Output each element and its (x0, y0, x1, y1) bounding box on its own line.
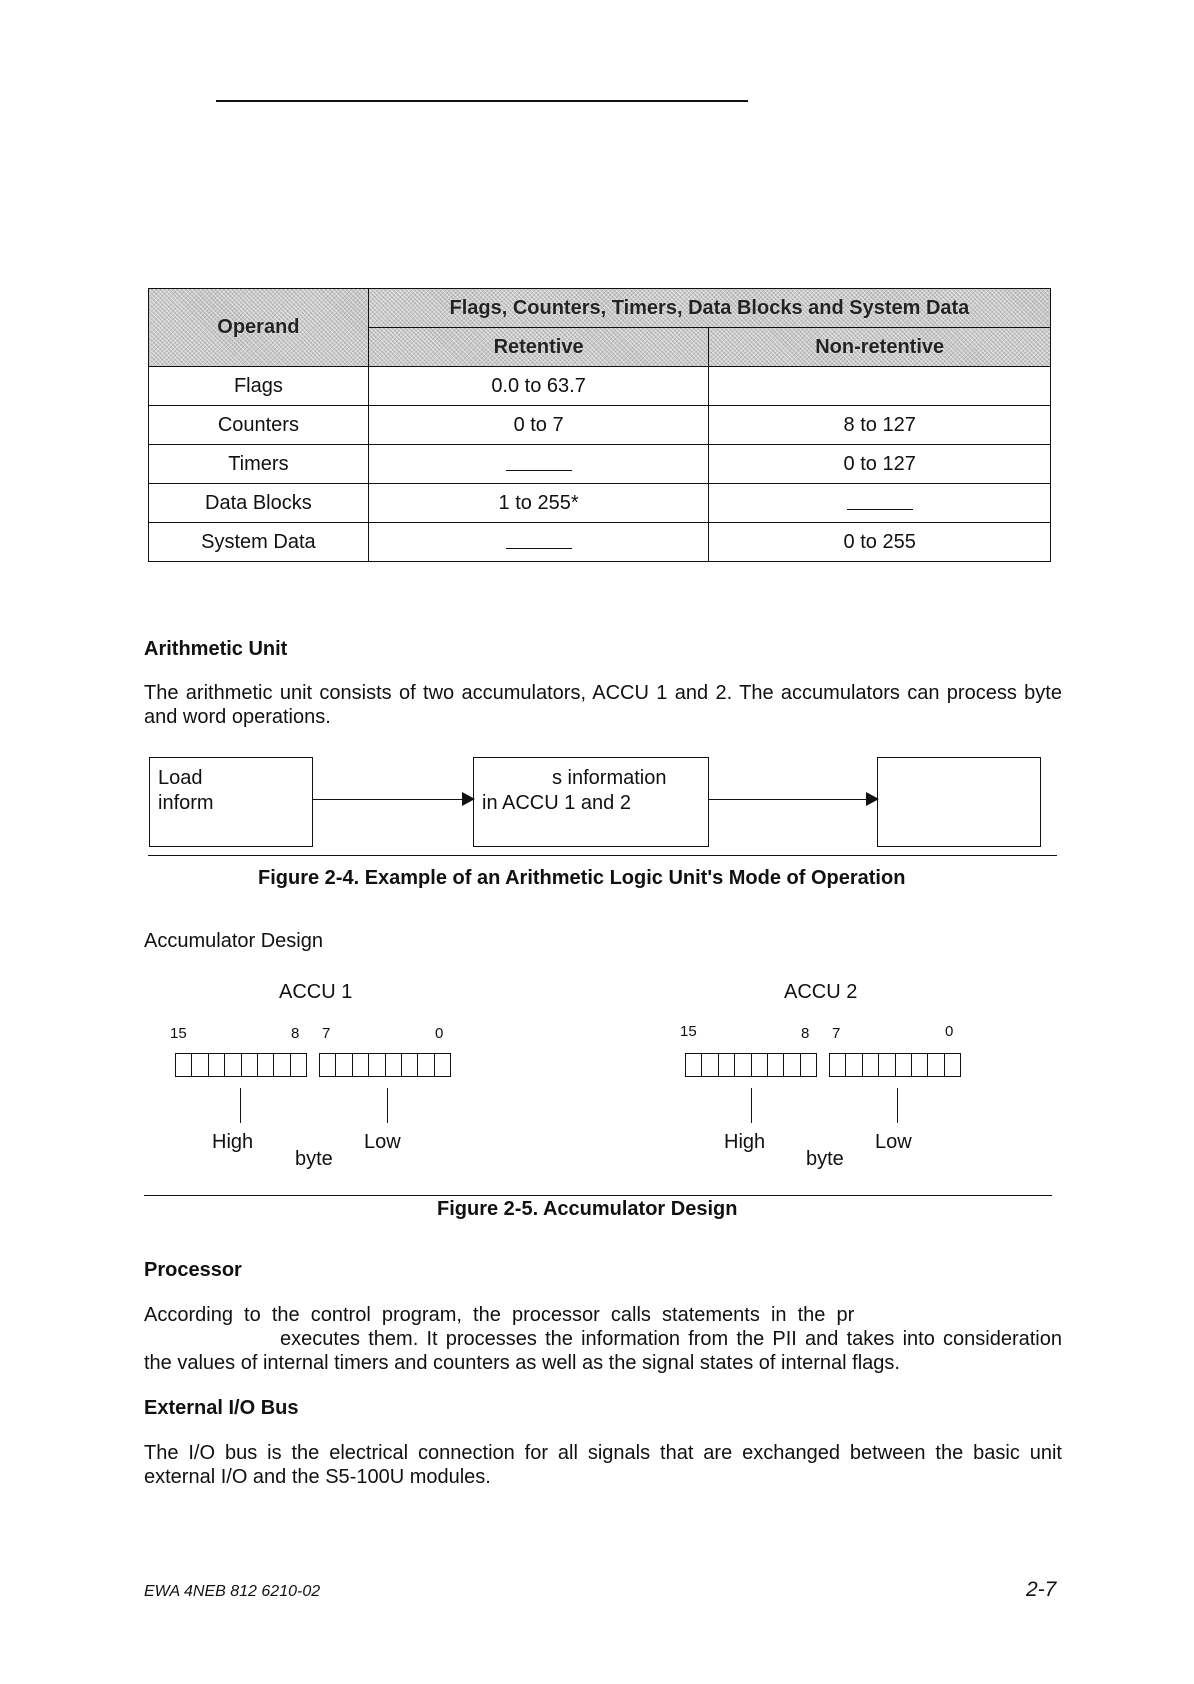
cell-retentive: 0.0 to 63.7 (368, 367, 709, 406)
accu1-high-byte-register (175, 1053, 307, 1077)
accu2-bit15: 15 (680, 1023, 697, 1040)
processor-heading: Processor (144, 1259, 242, 1281)
accu2-bit7: 7 (832, 1025, 841, 1042)
accu2-high-label: High (724, 1131, 766, 1153)
figure-rule (148, 855, 1057, 856)
processor-text-line3: the values of internal timers and counters as well as the signal states of internal flags. (144, 1352, 900, 1374)
cell-operand: Data Blocks (149, 484, 369, 523)
accu2-title: ACCU 2 (784, 981, 858, 1003)
accu1-title: ACCU 1 (279, 981, 353, 1003)
footer-doc-id: EWA 4NEB 812 6210-02 (144, 1583, 321, 1600)
cell-retentive: 0 to 7 (368, 406, 709, 445)
process-box-line2: in ACCU 1 and 2 (482, 792, 631, 814)
table-row (149, 523, 1051, 562)
accu1-high-pointer (240, 1088, 241, 1123)
accu2-low-label: Low (875, 1131, 912, 1153)
load-box-line1: Load (158, 767, 203, 789)
dash-line (506, 530, 572, 549)
operand-table (148, 288, 1051, 562)
cell-retentive-none (368, 523, 709, 562)
accu2-low-pointer (897, 1088, 898, 1123)
cell-retentive: 1 to 255* (368, 484, 709, 523)
process-box (473, 757, 709, 847)
figure-2-5-caption: Figure 2-5. Accumulator Design (437, 1198, 738, 1220)
accu1-bit7: 7 (322, 1025, 331, 1042)
table-row (149, 406, 1051, 445)
io-bus-heading: External I/O Bus (144, 1397, 299, 1419)
header-operand: Operand (149, 289, 369, 367)
cell-operand: Flags (149, 367, 369, 406)
accumulator-heading: Accumulator Design (144, 930, 323, 952)
cell-non-retentive: 0 to 127 (709, 445, 1051, 484)
load-box (149, 757, 313, 847)
accu1-bit15: 15 (170, 1025, 187, 1042)
accu1-low-label: Low (364, 1131, 401, 1153)
cell-operand: Timers (149, 445, 369, 484)
accu2-high-pointer (751, 1088, 752, 1123)
arrow-right-icon (709, 799, 877, 800)
cell-operand: System Data (149, 523, 369, 562)
cell-non-retentive: 0 to 255 (709, 523, 1051, 562)
table-row (149, 367, 1051, 406)
accu2-high-byte-register (685, 1053, 817, 1077)
accu2-byte-label: byte (806, 1148, 844, 1170)
processor-text-line2: executes them. It processes the information from the PII and takes into consideration (280, 1328, 1062, 1350)
cell-non-retentive-none (709, 484, 1051, 523)
dash-line (506, 452, 572, 471)
result-box (877, 757, 1041, 847)
page-number: 2-7 (1026, 1578, 1057, 1601)
accu1-high-label: High (212, 1131, 254, 1153)
cell-non-retentive (709, 367, 1051, 406)
header-rule (216, 100, 748, 102)
accu2-low-byte-register (829, 1053, 961, 1077)
figure-2-4-caption: Figure 2-4. Example of an Arithmetic Logic Unit's Mode of Operation (258, 867, 906, 889)
io-bus-text: The I/O bus is the electrical connection for all signals that are exchanged between the basic unit external I/O and the S5-100U modules. (144, 1442, 1062, 1488)
arithmetic-text: The arithmetic unit consists of two accumulators, ACCU 1 and 2. The accumulators can process byte and word operations. (144, 682, 1062, 728)
header-retentive: Retentive (368, 328, 709, 367)
figure-rule (144, 1195, 1052, 1196)
processor-text-line1: According to the control program, the processor calls statements in the pr (144, 1304, 855, 1326)
cell-retentive-none (368, 445, 709, 484)
cell-operand: Counters (149, 406, 369, 445)
accu1-byte-label: byte (295, 1148, 333, 1170)
header-group: Flags, Counters, Timers, Data Blocks and System Data (368, 289, 1050, 328)
process-box-line1: s information (552, 767, 667, 789)
accu2-bit0: 0 (945, 1023, 954, 1040)
cell-non-retentive: 8 to 127 (709, 406, 1051, 445)
accu2-bit8: 8 (801, 1025, 810, 1042)
accu1-low-pointer (387, 1088, 388, 1123)
header-non-retentive: Non-retentive (709, 328, 1051, 367)
accu1-low-byte-register (319, 1053, 451, 1077)
accu1-bit8: 8 (291, 1025, 300, 1042)
dash-line (847, 491, 913, 510)
table-row (149, 445, 1051, 484)
accu1-bit0: 0 (435, 1025, 444, 1042)
arrow-right-icon (313, 799, 473, 800)
table-row (149, 484, 1051, 523)
arithmetic-heading: Arithmetic Unit (144, 638, 288, 660)
load-box-line2: inform (158, 792, 214, 814)
